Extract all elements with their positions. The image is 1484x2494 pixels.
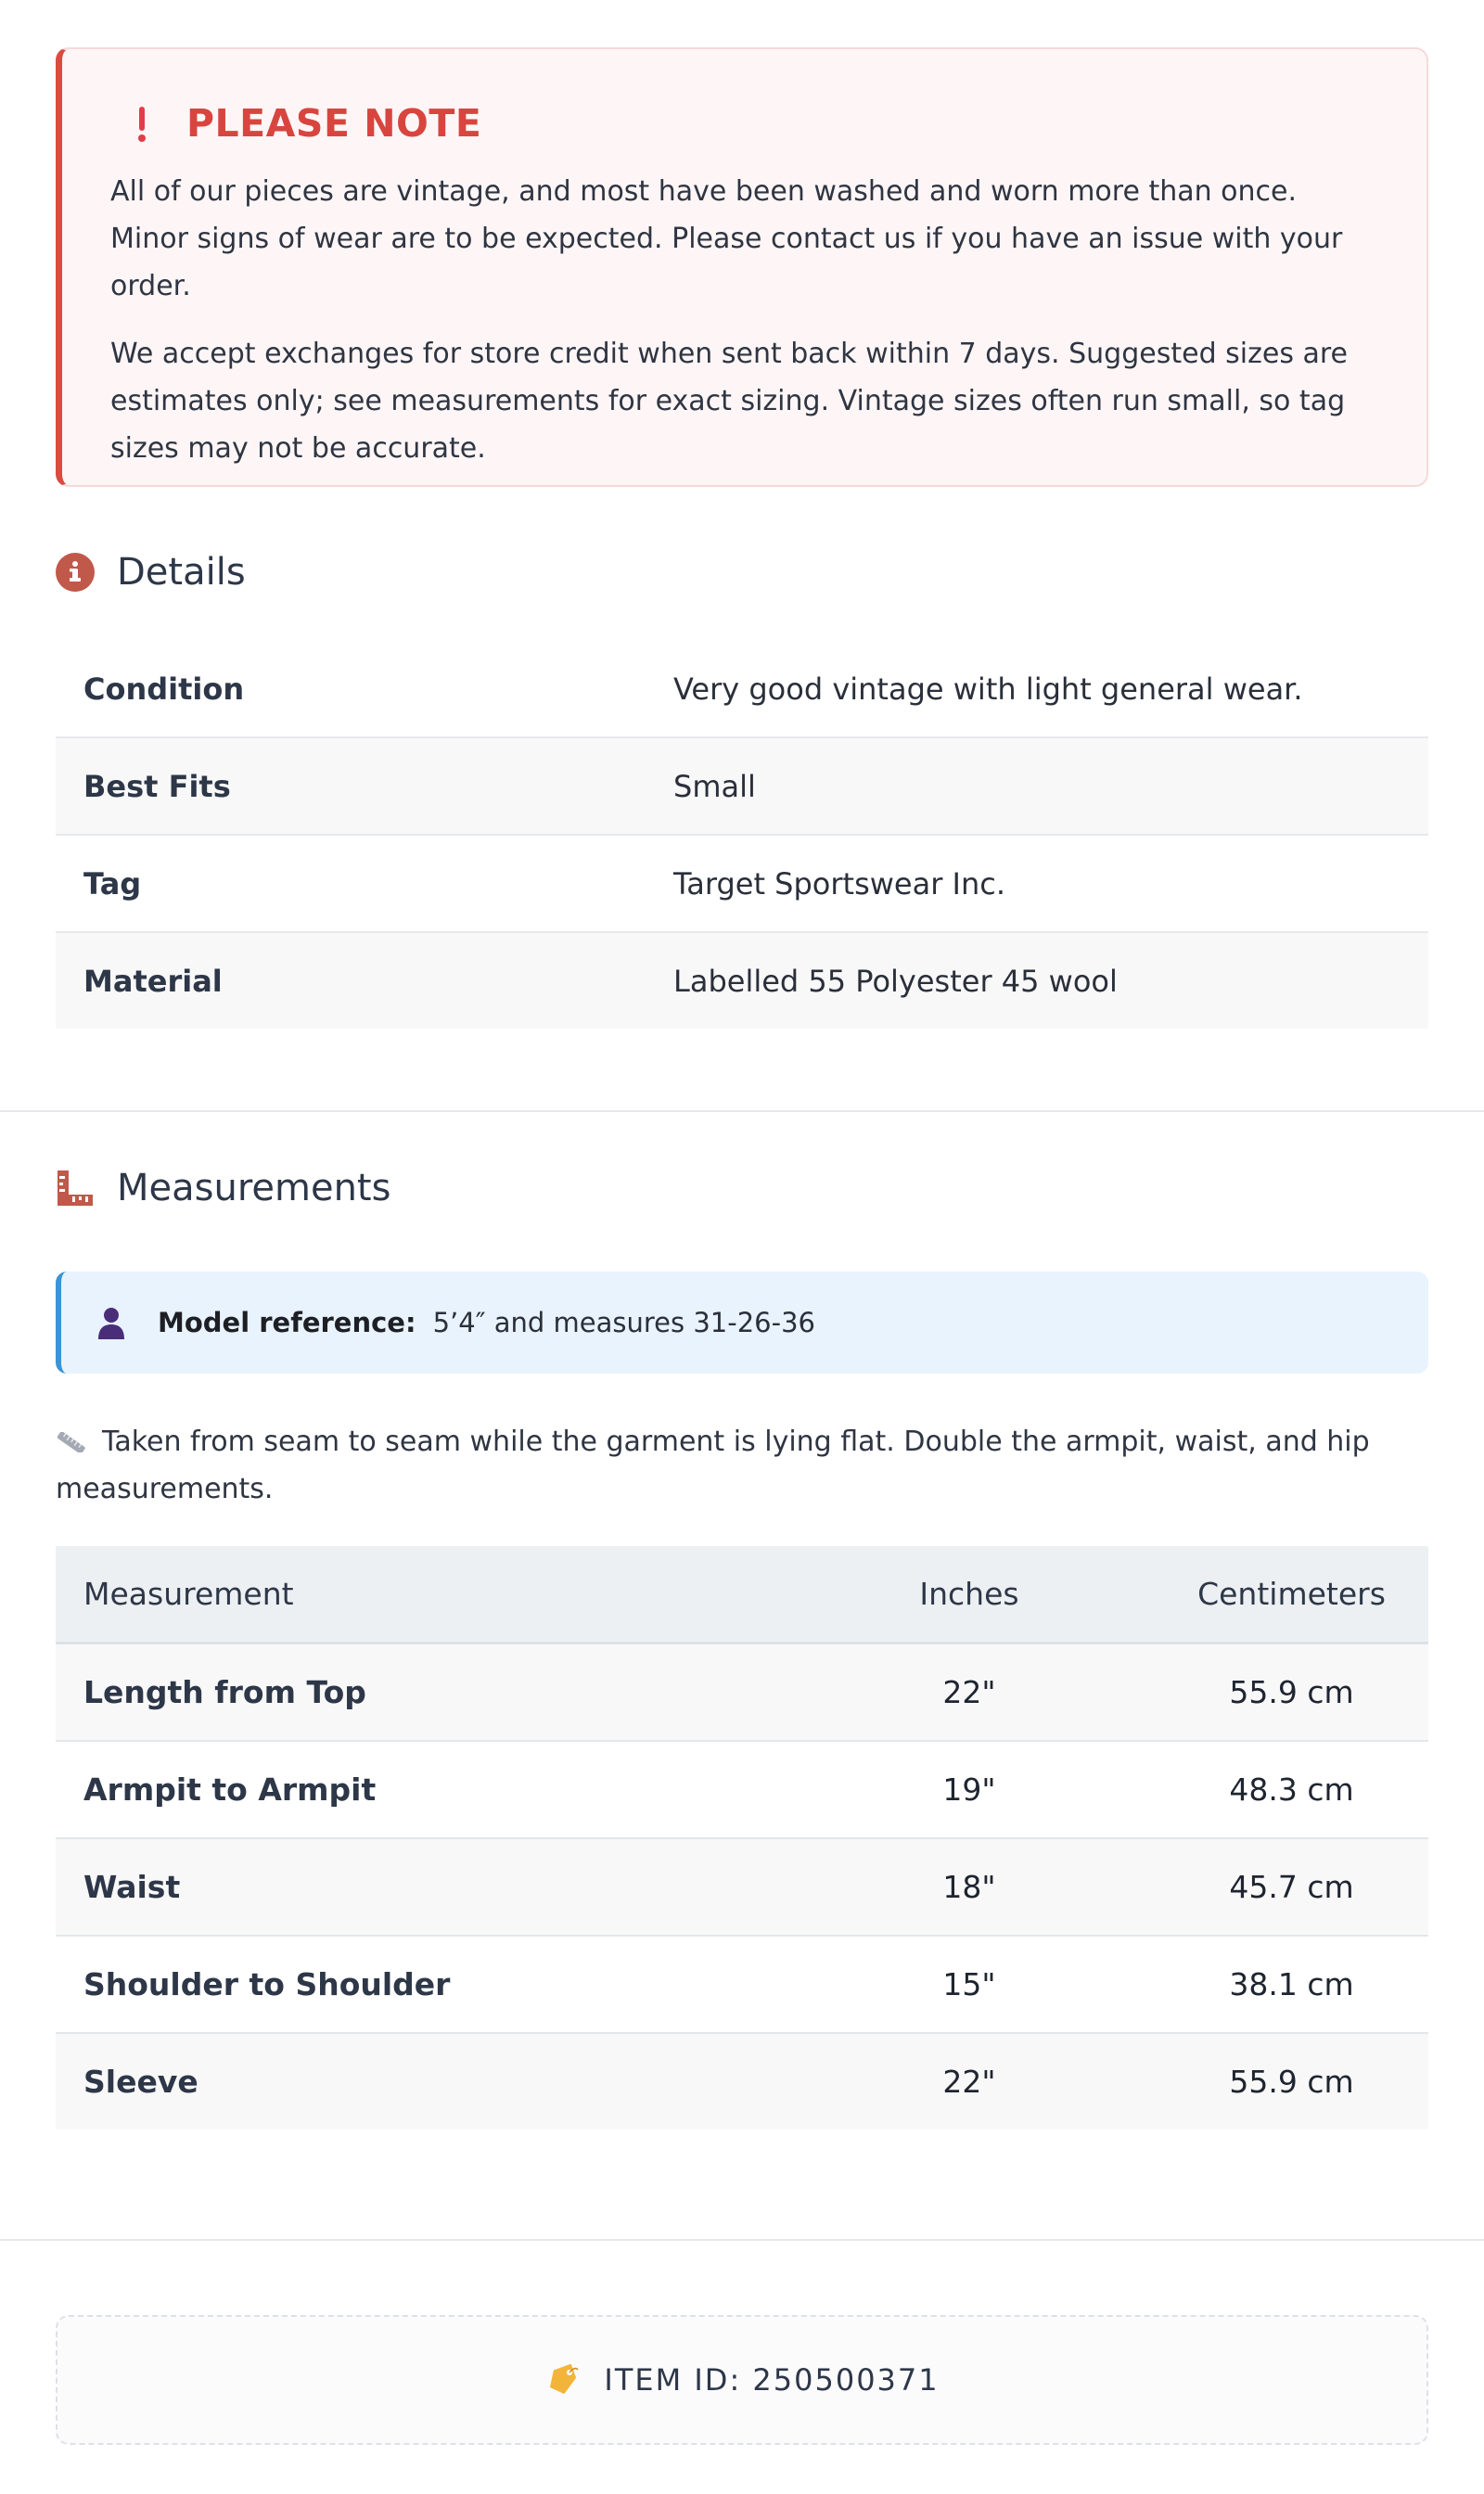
straight-ruler-icon — [56, 1432, 87, 1452]
measurement-name: Sleeve — [83, 2064, 198, 2100]
details-row — [56, 738, 1428, 836]
measurement-cm: 38.1 cm — [1229, 1966, 1354, 2002]
info-circle-icon — [56, 553, 95, 592]
column-header-inches: Inches — [919, 1576, 1019, 1612]
table-row — [56, 1839, 1428, 1937]
measurements-table — [56, 1546, 1428, 2129]
details-value: Target Sportswear Inc. — [673, 865, 1006, 902]
item-id-box — [56, 2315, 1428, 2445]
details-label: Best Fits — [83, 768, 231, 804]
measurement-inches: 18" — [942, 1869, 996, 1905]
section-divider — [0, 1110, 1484, 1112]
measurement-inches: 15" — [942, 1966, 996, 2002]
details-label: Tag — [83, 865, 142, 902]
details-row — [56, 641, 1428, 738]
measurement-name: Armpit to Armpit — [83, 1771, 377, 1808]
model-reference-label: Model reference: — [158, 1307, 416, 1338]
details-table — [56, 641, 1428, 1029]
measurement-name: Shoulder to Shoulder — [83, 1966, 451, 2002]
note-header — [110, 101, 1378, 146]
table-row — [56, 1644, 1428, 1742]
note-title: PLEASE NOTE — [186, 101, 482, 146]
ruler-icon — [56, 1169, 95, 1208]
column-header-measurement: Measurement — [83, 1576, 294, 1612]
details-label: Material — [83, 963, 223, 999]
measurement-cm: 55.9 cm — [1229, 2064, 1354, 2100]
model-reference-value: 5’4″ and measures 31-26-36 — [432, 1307, 815, 1338]
table-row — [56, 1742, 1428, 1839]
details-row — [56, 836, 1428, 933]
measurement-inches: 19" — [942, 1771, 996, 1808]
table-row — [56, 1937, 1428, 2034]
section-divider — [0, 2239, 1484, 2241]
price-tag-icon — [544, 2364, 580, 2396]
measurement-name: Length from Top — [83, 1674, 366, 1710]
note-paragraph-1: All of our pieces are vintage, and most have been washed and worn more than once. Minor signs of wear are to be expected. Please contact us if you have an issue with your order. — [110, 175, 1343, 302]
details-header — [56, 550, 1428, 595]
measurement-note-text: Taken from seam to seam while the garment is lying flat. Double the armpit, waist, and hip measurements. — [56, 1426, 1370, 1505]
details-value: Labelled 55 Polyester 45 wool — [673, 963, 1118, 999]
measurements-title: Measurements — [117, 1167, 391, 1209]
model-reference-box — [56, 1272, 1428, 1374]
details-label: Condition — [83, 671, 245, 707]
person-icon — [96, 1306, 126, 1339]
measurement-inches: 22" — [942, 2064, 996, 2100]
column-header-centimeters: Centimeters — [1197, 1576, 1386, 1612]
measurement-name: Waist — [83, 1869, 181, 1905]
details-row — [56, 933, 1428, 1029]
details-title: Details — [117, 551, 246, 594]
note-paragraph-2: We accept exchanges for store credit when sent back within 7 days. Suggested sizes are estimates only; see measurements for exact sizing. Vintage sizes often run small, so tag sizes may not be accurate. — [110, 338, 1349, 465]
table-header — [56, 1546, 1428, 1644]
details-value: Very good vintage with light general wear. — [673, 671, 1303, 707]
exclamation-icon — [131, 103, 153, 144]
details-value: Small — [673, 768, 756, 804]
measurement-cm: 55.9 cm — [1229, 1674, 1354, 1710]
table-row — [56, 2034, 1428, 2129]
measurement-cm: 45.7 cm — [1229, 1869, 1354, 1905]
item-id-text: ITEM ID: 250500371 — [604, 2362, 940, 2398]
measurement-note — [56, 1418, 1428, 1513]
please-note-box — [56, 47, 1428, 487]
measurement-inches: 22" — [942, 1674, 996, 1710]
measurements-header — [56, 1166, 1428, 1210]
measurement-cm: 48.3 cm — [1229, 1771, 1354, 1808]
